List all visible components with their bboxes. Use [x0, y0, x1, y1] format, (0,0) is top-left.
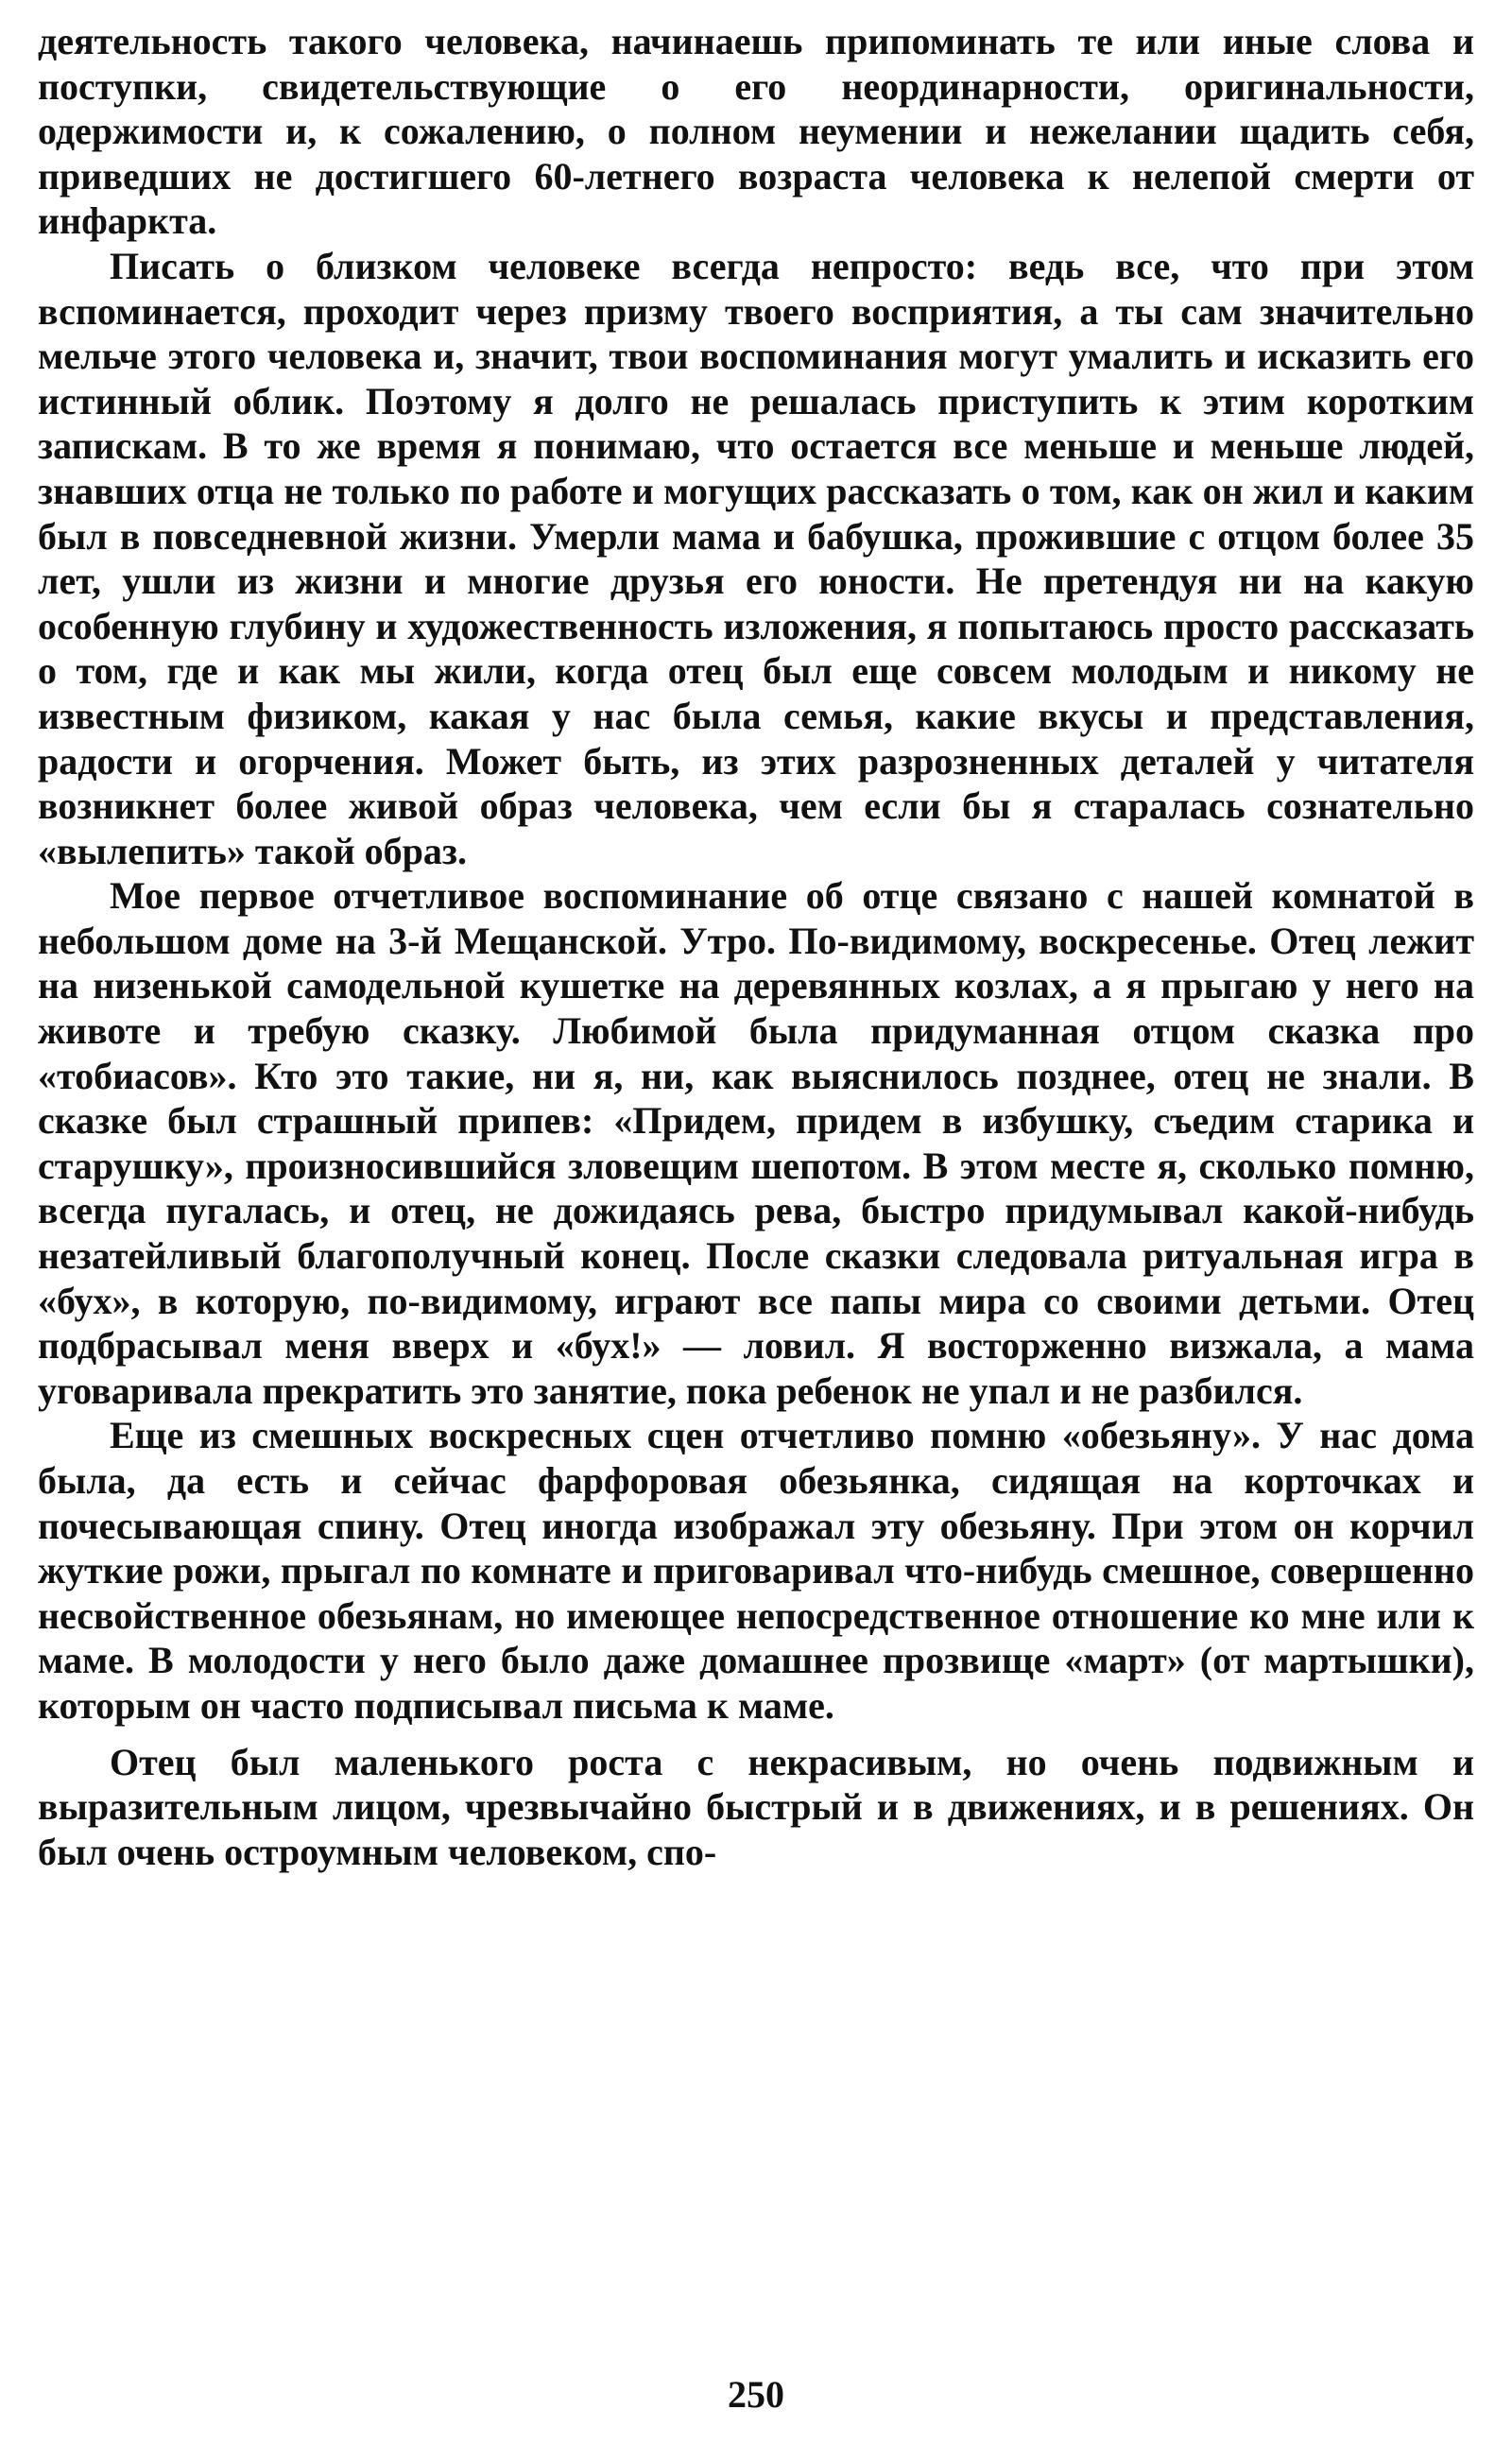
book-page	[38, 19, 1474, 1874]
paragraph-monkey-memory: Еще из смешных воскресных сцен отчетливо помню «обезьяну». У нас дома была, да есть и сейчас фарфоровая обезьянка, сидящая на корточках и почесывающая спину. Отец иногда изображал эту обезьяну. При этом он корчил жуткие рожи, прыгал по комнате и приговаривал что-нибудь смешное, совершенно несвойственное обезьянам, но имеющее непосредственное отношение ко мне или к маме. В молодости у него было даже домашнее прозвище «март» (от мартышки), которым он часто подписывал письма к маме.	[38, 1414, 1474, 1727]
paragraph-father-appearance: Отец был маленького роста с некрасивым, но очень подвижным и выразительным лицом, чрезвычайно быстрый и в движениях, и в решениях. Он был очень остроумным человеком, спо-	[38, 1740, 1474, 1873]
paragraph-continuation: деятельность такого человека, начинаешь припоминать те или иные слова и поступки, свидетельствующие о его неординарности, оригинальности, одержимости и, к сожалению, о полном неумении и нежелании щадить себя, приведших не достигшего 60-летнего возраста человека к нелепой смерти от инфаркта.	[38, 20, 1474, 243]
paragraph-writing-about-father: Писать о близком человеке всегда непросто: ведь все, что при этом вспоминается, проходит через призму твоего восприятия, а ты сам значительно мельче этого человека и, значит, твои воспоминания могут умалить и исказить его истинный облик. Поэтому я долго не решалась приступить к этим коротким запискам. В то же время я понимаю, что остается все меньше и меньше людей, знавших отца не только по работе и могущих рассказать о том, как он жил и каким был в повседневной жизни. Умерли мама и бабушка, прожившие с отцом более 35 лет, ушли из жизни и многие друзья его юности. Не претендуя ни на какую особенную глубину и художественность изложения, я попытаюсь просто рассказать о том, где и как мы жили, когда отец был еще совсем молодым и никому не известным физиком, какая у нас была семья, какие вкусы и представления, радости и огорчения. Может быть, из этих разрозненных деталей у читателя возникнет более живой образ человека, чем если бы я старалась сознательно «вылепить» такой образ.	[38, 244, 1474, 872]
page-number: 250	[728, 2373, 784, 2416]
paragraph-first-memory: Мое первое отчетливое воспоминание об отце связано с нашей комнатой в небольшом доме на 3-й Мещанской. Утро. По-видимому, воскресенье. Отец лежит на низенькой самодельной кушетке на деревянных козлах, а я прыгаю у него на животе и требую сказку. Любимой была придуманная отцом сказка про «тобиасов». Кто это такие, ни я, ни, как выяснилось позднее, отец не знали. В сказке был страшный припев: «Придем, придем в избушку, съедим старика и старушку», произносившийся зловещим шепотом. В этом месте я, сколько помню, всегда пугалась, и отец, не дожидаясь рева, быстро придумывал какой-нибудь незатейливый благополучный конец. После сказки следовала ритуальная игра в «бух», в которую, по-видимому, играют все папы мира со своими детьми. Отец подбрасывал меня вверх и «бух!» — ловил. Я восторженно визжала, а мама уговаривала прекратить это занятие, пока ребенок не упал и не разбился.	[38, 874, 1474, 1412]
